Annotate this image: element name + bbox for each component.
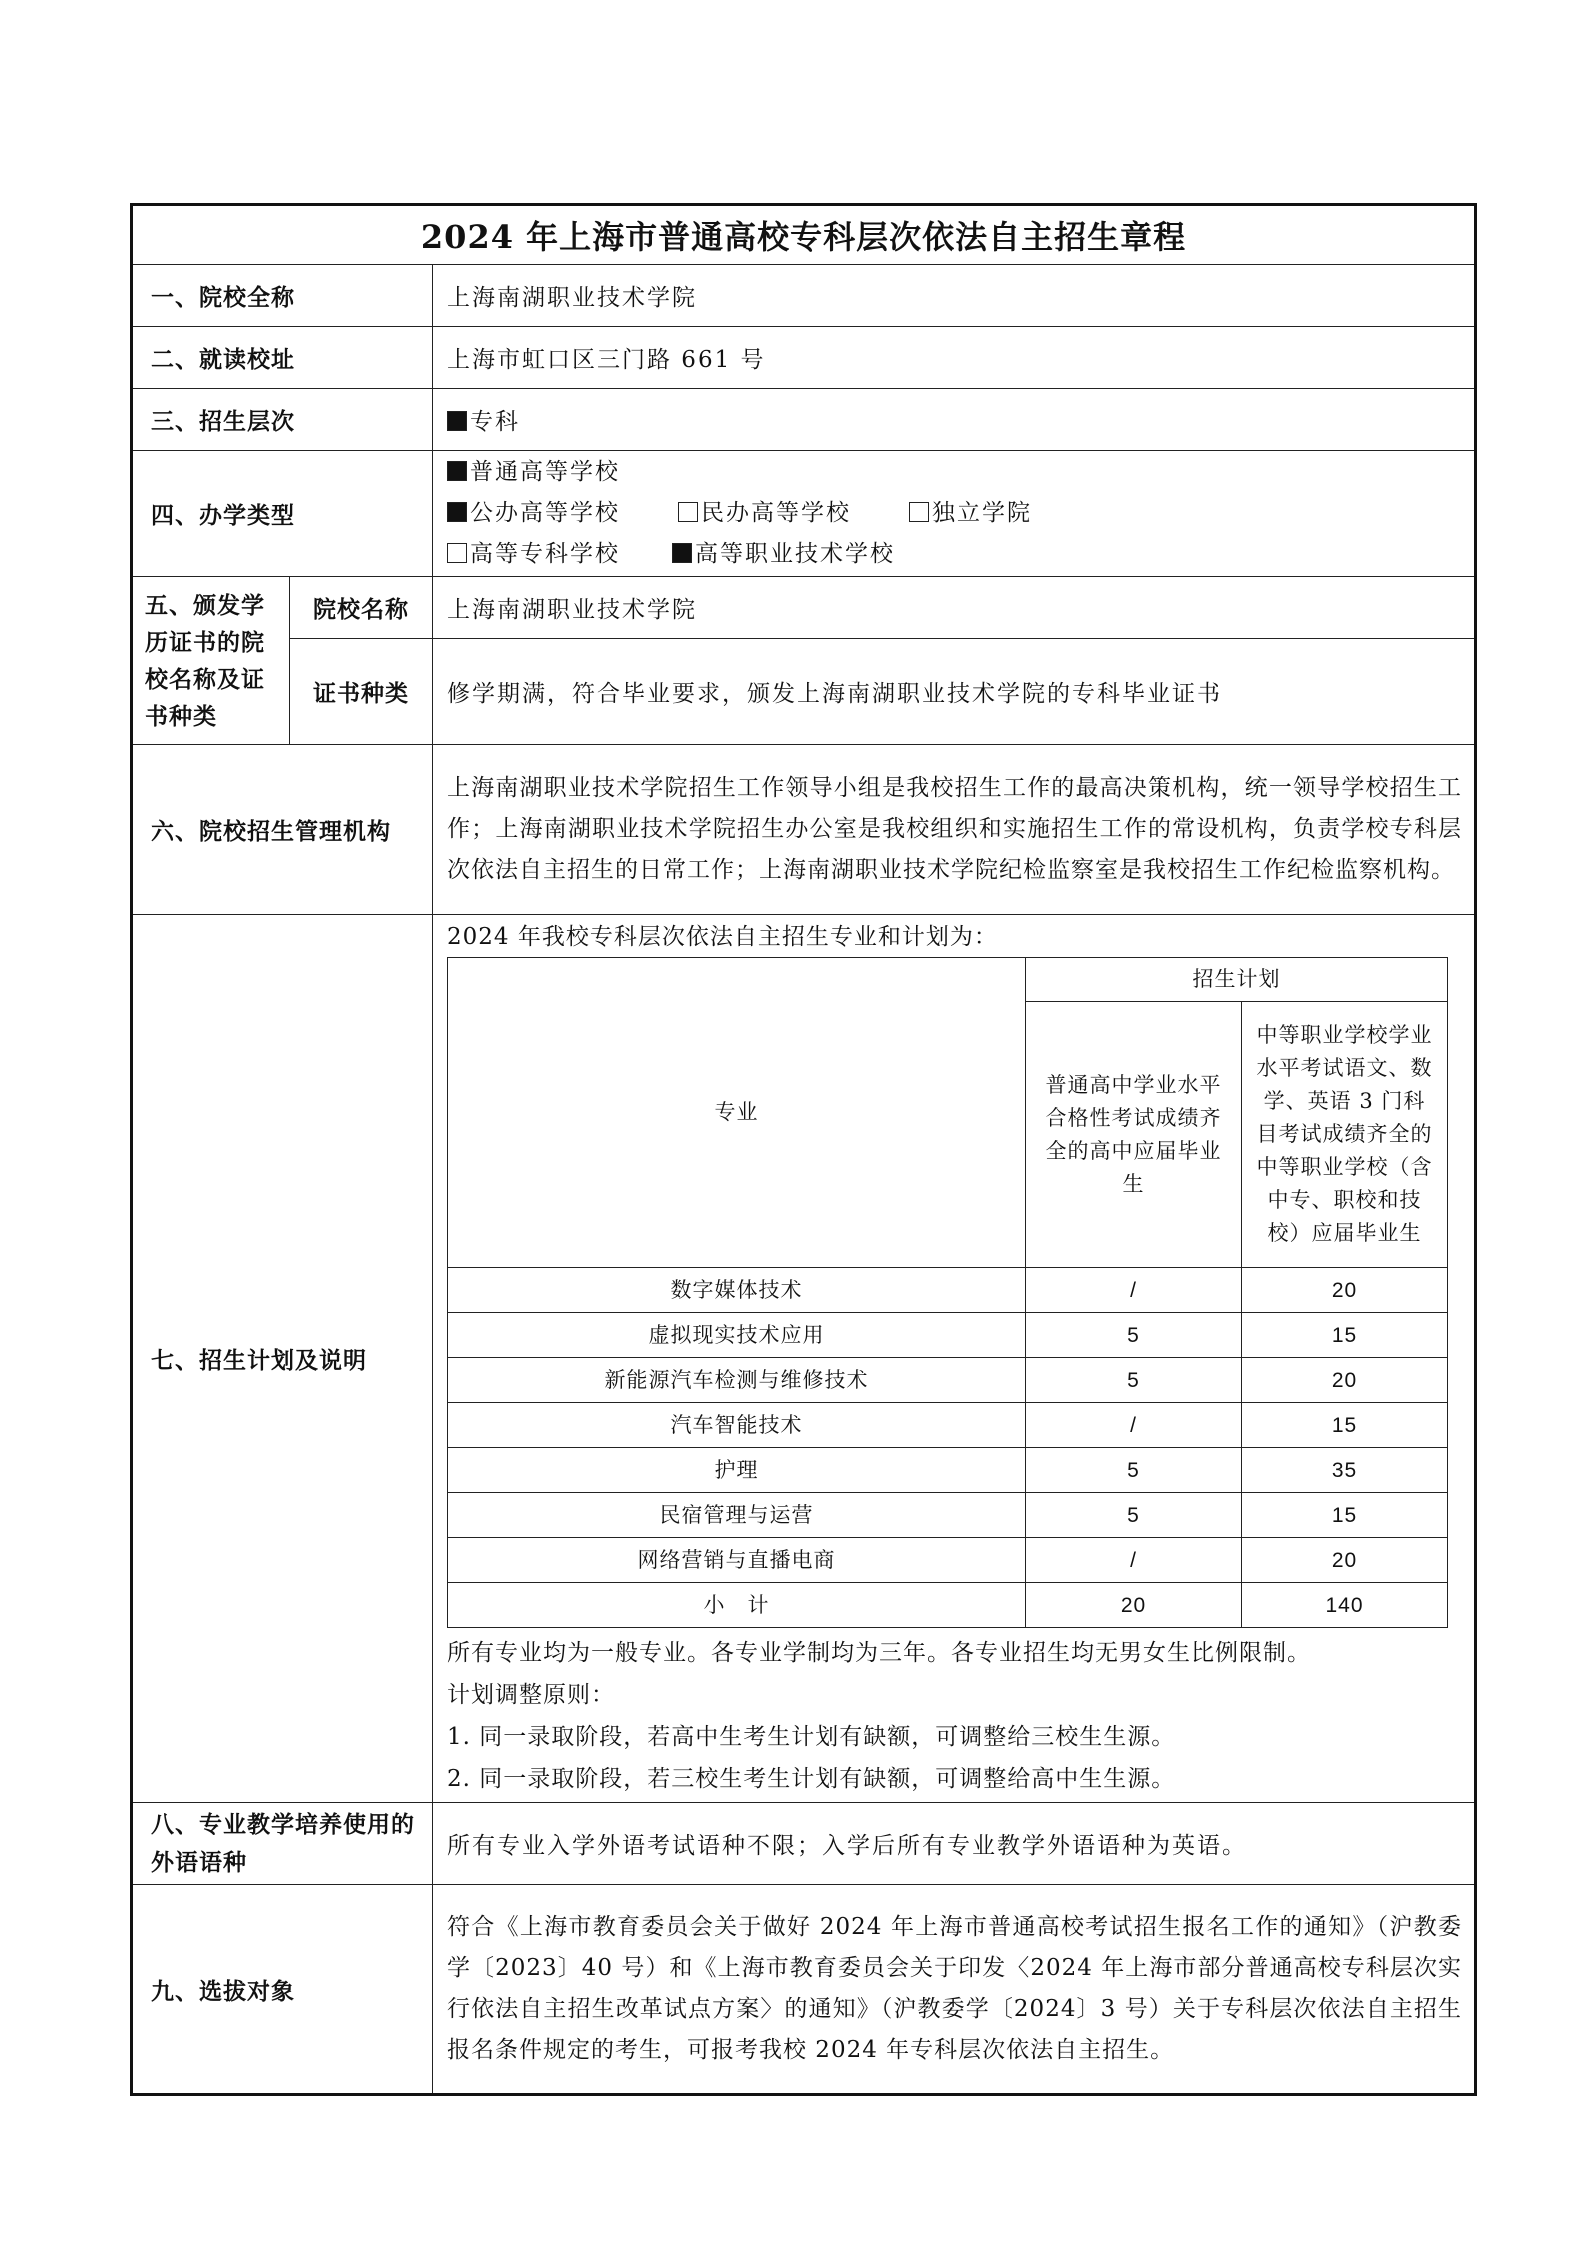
- level-text: 专科: [470, 409, 520, 435]
- plan-row: [448, 1493, 1448, 1538]
- plan-intro: 2024 年我校专科层次依法自主招生专业和计划为：: [447, 924, 998, 950]
- management-label: 六、院校招生管理机构: [132, 745, 433, 915]
- plan-major: 汽车智能技术: [448, 1403, 1026, 1448]
- plan-note: 计划调整原则：: [447, 1682, 615, 1708]
- option-public-text: 公办高等学校: [470, 500, 620, 526]
- plan-high-school-count: 5: [1026, 1493, 1242, 1538]
- plan-major: 新能源汽车检测与维修技术: [448, 1358, 1026, 1403]
- plan-col-major: 专业: [448, 958, 1026, 1268]
- option-independent-text: 独立学院: [932, 500, 1032, 526]
- row-level: [132, 389, 1476, 451]
- checkbox-checked-icon: [447, 411, 467, 431]
- plan-row: [448, 1538, 1448, 1583]
- plan-major: 民宿管理与运营: [448, 1493, 1026, 1538]
- plan-row: [448, 1358, 1448, 1403]
- checkbox-empty-icon: [678, 502, 698, 522]
- level-label: 三、招生层次: [132, 389, 433, 451]
- plan-vocational-count: 20: [1242, 1268, 1448, 1313]
- plan-vocational-count: 15: [1242, 1493, 1448, 1538]
- row-school-name: [132, 265, 1476, 327]
- plan-note: 所有专业均为一般专业。各专业学制均为三年。各专业招生均无男女生比例限制。: [447, 1640, 1311, 1666]
- eligibility-text: 符合《上海市教育委员会关于做好 2024 年上海市普通高校考试招生报名工作的通知》（沪教委学〔2023〕40 号）和《上海市教育委员会关于印发〈2024 年上海市部分普通高校专科层次实行依法自主招生改革试点方案〉的通知》（沪教委学〔2024〕3 号）关于专科层次依法自主招生报名条件规定的考生，可报考我校 2024 年专科层次依法自主招生。: [433, 1885, 1476, 2095]
- certificate-name-label: 院校名称: [290, 577, 433, 639]
- plan-high-school-count: /: [1026, 1268, 1242, 1313]
- plan-major: 网络营销与直播电商: [448, 1538, 1026, 1583]
- row-school-type: [132, 451, 1476, 577]
- plan-label: 七、招生计划及说明: [132, 915, 433, 1803]
- language-label: 八、专业教学培养使用的外语语种: [132, 1803, 433, 1885]
- checkbox-checked-icon: [672, 543, 692, 563]
- school-type-line-2: [447, 493, 1474, 534]
- plan-high-school-count: 5: [1026, 1313, 1242, 1358]
- plan-header-row: [448, 958, 1448, 1002]
- option-junior-college-text: 高等专科学校: [470, 541, 620, 567]
- row-eligibility: [132, 1885, 1476, 2095]
- plan-subtotal-label: 小 计: [448, 1583, 1026, 1628]
- management-text: 上海南湖职业技术学院招生工作领导小组是我校招生工作的最高决策机构，统一领导学校招生工作；上海南湖职业技术学院招生办公室是我校组织和实施招生工作的常设机构，负责学校专科层次依法自主招生的日常工作；上海南湖职业技术学院纪检监察室是我校招生工作纪检监察机构。: [433, 745, 1476, 915]
- checkbox-checked-icon: [447, 461, 467, 481]
- certificate-type-value: 修学期满，符合毕业要求，颁发上海南湖职业技术学院的专科毕业证书: [433, 639, 1476, 745]
- option-private: [678, 493, 851, 534]
- school-type-options: [433, 451, 1476, 577]
- plan-row: [448, 1448, 1448, 1493]
- plan-notes: [447, 1630, 1462, 1800]
- plan-major: 虚拟现实技术应用: [448, 1313, 1026, 1358]
- school-type-line-3: [447, 534, 1474, 575]
- document-page: [130, 203, 1474, 2096]
- option-general-higher: 普通高等学校: [470, 459, 620, 485]
- plan-high-school-count: /: [1026, 1403, 1242, 1448]
- level-value: [433, 389, 1476, 451]
- row-address: [132, 327, 1476, 389]
- plan-note: 2. 同一录取阶段，若三校生考生计划有缺额，可调整给高中生生源。: [447, 1766, 1176, 1792]
- plan-high-school-count: /: [1026, 1538, 1242, 1583]
- school-type-line-1: [447, 452, 1474, 493]
- school-name-value: 上海南湖职业技术学院: [433, 265, 1476, 327]
- plan-vocational-count: 35: [1242, 1448, 1448, 1493]
- plan-content: [433, 915, 1476, 1803]
- school-type-label: 四、办学类型: [132, 451, 433, 577]
- plan-row: [448, 1403, 1448, 1448]
- option-private-text: 民办高等学校: [701, 500, 851, 526]
- plan-subtotal-row: [448, 1583, 1448, 1628]
- checkbox-empty-icon: [909, 502, 929, 522]
- row-management: [132, 745, 1476, 915]
- checkbox-checked-icon: [447, 502, 467, 522]
- plan-major: 护理: [448, 1448, 1026, 1493]
- certificate-type-label: 证书种类: [290, 639, 433, 745]
- plan-vocational-count: 15: [1242, 1403, 1448, 1448]
- option-vocational-college: [672, 534, 895, 575]
- school-name-label: 一、院校全称: [132, 265, 433, 327]
- option-vocational-college-text: 高等职业技术学校: [695, 541, 895, 567]
- address-value: 上海市虹口区三门路 661 号: [433, 327, 1476, 389]
- plan-col-high-school: 普通高中学业水平合格性考试成绩齐全的高中应届毕业生: [1026, 1002, 1242, 1268]
- plan-vocational-count: 20: [1242, 1358, 1448, 1403]
- certificate-name-value: 上海南湖职业技术学院: [433, 577, 1476, 639]
- language-text: 所有专业入学外语考试语种不限；入学后所有专业教学外语语种为英语。: [433, 1803, 1476, 1885]
- option-independent: [909, 493, 1032, 534]
- address-label: 二、就读校址: [132, 327, 433, 389]
- plan-col-plan: 招生计划: [1026, 958, 1448, 1002]
- plan-note: 1. 同一录取阶段，若高中生考生计划有缺额，可调整给三校生生源。: [447, 1724, 1176, 1750]
- checkbox-empty-icon: [447, 543, 467, 563]
- admission-charter-table: [130, 203, 1477, 2096]
- plan-subtotal-vocational: 140: [1242, 1583, 1448, 1628]
- plan-vocational-count: 20: [1242, 1538, 1448, 1583]
- plan-vocational-count: 15: [1242, 1313, 1448, 1358]
- plan-col-vocational: 中等职业学校学业水平考试语文、数学、英语 3 门科目考试成绩齐全的中等职业学校（含中专、职校和技校）应届毕业生: [1242, 1002, 1448, 1268]
- row-language: [132, 1803, 1476, 1885]
- row-certificate-type: [132, 639, 1476, 745]
- row-certificate-name: [132, 577, 1476, 639]
- plan-table: [447, 957, 1448, 1628]
- document-title: 2024 年上海市普通高校专科层次依法自主招生章程: [132, 205, 1476, 265]
- eligibility-label: 九、选拔对象: [132, 1885, 433, 2095]
- plan-row: [448, 1313, 1448, 1358]
- option-public: [447, 493, 620, 534]
- plan-high-school-count: 5: [1026, 1358, 1242, 1403]
- option-junior-college: [447, 534, 620, 575]
- certificate-label: 五、颁发学历证书的院校名称及证书种类: [132, 577, 290, 745]
- plan-subtotal-high-school: 20: [1026, 1583, 1242, 1628]
- row-plan: [132, 915, 1476, 1803]
- plan-row: [448, 1268, 1448, 1313]
- plan-high-school-count: 5: [1026, 1448, 1242, 1493]
- plan-major: 数字媒体技术: [448, 1268, 1026, 1313]
